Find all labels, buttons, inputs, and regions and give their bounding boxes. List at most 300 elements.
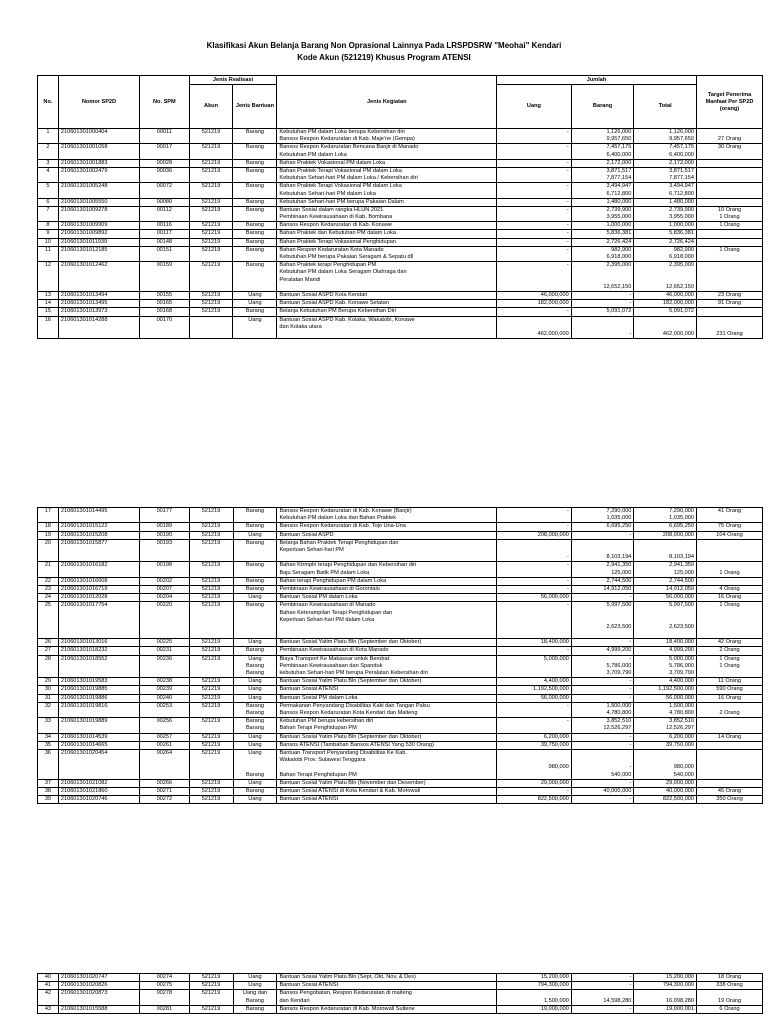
cell-total-line — [636, 610, 694, 617]
cell-jenis-bantuan-line: Uang — [248, 300, 262, 307]
cell-jenis-bantuan-line: Uang — [248, 741, 262, 748]
cell-total-line — [636, 269, 694, 276]
cell-kegiatan-line — [279, 331, 494, 338]
cell-barang — [571, 741, 634, 749]
cell-uang — [497, 198, 572, 206]
cell-kegiatan-line: Bantuan Sosial PM dalam Loka — [279, 594, 358, 601]
cell-target-line — [699, 515, 760, 522]
cell-target-line: 16 Orang — [717, 694, 742, 701]
cell-akun: 521219 — [189, 206, 233, 221]
cell-barang-line: 3,709,790 — [606, 670, 632, 677]
cell-barang-line: - — [629, 331, 632, 337]
cell-uang — [497, 741, 572, 749]
cell-kegiatan — [277, 531, 497, 539]
cell-spm: 00036 — [140, 167, 189, 182]
cell-kegiatan-line: Bantuan Sosial Yatim Piatu Bln (September dan Oktober) — [279, 639, 422, 646]
cell-target — [697, 694, 763, 702]
header-uang: Uang — [497, 85, 572, 129]
cell-kegiatan — [277, 982, 497, 990]
cell-spm: 00274 — [140, 974, 189, 982]
cell-total-line: 3,955,000 — [669, 214, 695, 221]
cell-uang — [497, 974, 572, 982]
cell-uang — [497, 308, 572, 316]
cell-sp2d: 210601301005550 — [58, 198, 139, 206]
cell-akun: 521219 — [189, 1005, 233, 1013]
cell-no: 18 — [38, 523, 59, 531]
cell-kegiatan — [277, 639, 497, 647]
cell-spm: 00266 — [140, 779, 189, 787]
cell-barang-line: 2,941,350 — [606, 562, 632, 569]
cell-spm: 00204 — [140, 594, 189, 602]
cell-kegiatan-line — [279, 284, 494, 291]
cell-target — [697, 702, 763, 717]
cell-uang — [497, 222, 572, 230]
cell-spm: 00261 — [140, 741, 189, 749]
cell-jenis-bantuan-line: Uang dan — [242, 990, 268, 997]
cell-jenis-bantuan — [233, 508, 277, 523]
cell-spm: 00231 — [140, 647, 189, 655]
cell-target — [697, 167, 763, 182]
cell-kegiatan-line: Bantuan Sosial dalam rangka HLUN 2021 — [279, 206, 384, 213]
cell-total — [634, 238, 697, 246]
cell-barang-line: 982,900 — [611, 246, 632, 253]
cell-akun: 521219 — [189, 159, 233, 167]
cell-barang — [571, 167, 634, 182]
cell-jenis-bantuan-line: Barang — [245, 710, 264, 717]
cell-spm: 00116 — [140, 222, 189, 230]
cell-barang — [571, 655, 634, 678]
cell-target-line — [699, 610, 760, 617]
cell-target — [697, 990, 763, 1005]
cell-uang-line — [499, 277, 569, 284]
cell-uang — [497, 647, 572, 655]
cell-jenis-bantuan — [233, 594, 277, 602]
cell-uang-line: 462,000,000 — [537, 331, 569, 337]
cell-jenis-bantuan-line: Uang — [248, 796, 262, 803]
cell-akun: 521219 — [189, 508, 233, 523]
cell-barang — [571, 246, 634, 261]
cell-target-line — [699, 757, 760, 764]
cell-sp2d: 210601301016182 — [58, 562, 139, 577]
cell-total-line: 5,000,000 — [669, 655, 695, 662]
cell-jenis-bantuan — [233, 602, 277, 639]
cell-uang-line: - — [566, 144, 569, 151]
cell-uang-line: 794,300,000 — [537, 982, 569, 989]
cell-kegiatan-line: Bansos Respon Kedaruratan di Kab. Maje'ne (Gempa) — [279, 136, 415, 143]
cell-jenis-bantuan-line — [235, 331, 274, 338]
cell-uang-line: 46,000,000 — [540, 292, 569, 299]
cell-jenis-bantuan-line: Barang — [245, 997, 264, 1004]
cell-uang — [497, 787, 572, 795]
cell-uang-line: - — [566, 206, 569, 213]
cell-total-line: 2,744,500 — [669, 577, 695, 584]
cell-target-line — [699, 764, 760, 771]
cell-no: 14 — [38, 300, 59, 308]
cell-barang-line: 1,480,000 — [606, 198, 632, 205]
header-jenis-bantuan: Jenis Bantuan — [233, 85, 277, 129]
cell-jenis-bantuan-line: Barang — [245, 1005, 264, 1012]
cell-spm: 00072 — [140, 183, 189, 198]
cell-total-line: 794,300,000 — [662, 982, 695, 989]
cell-total — [634, 230, 697, 238]
cell-uang — [497, 183, 572, 198]
cell-jenis-bantuan-line: Barang — [245, 718, 264, 725]
cell-kegiatan-line: Pembinaan Kewirausahaan di Gorontalo — [279, 585, 380, 592]
cell-total — [634, 990, 697, 1005]
table-row — [38, 167, 763, 182]
cell-total-line: 540,000 — [673, 771, 695, 778]
cell-kegiatan — [277, 183, 497, 198]
cell-spm: 00264 — [140, 750, 189, 780]
cell-jenis-bantuan-line: Barang — [245, 183, 264, 190]
cell-jenis-bantuan-line: Barang — [245, 198, 264, 205]
cell-target-line: 2 Orang — [719, 647, 740, 654]
cell-kegiatan-line: Bansos Pengobatan, Respon Kedaruratan di maiteng — [279, 990, 412, 997]
cell-barang-line: - — [629, 764, 632, 771]
cell-uang-line: 18,400,000 — [540, 639, 569, 646]
cell-target — [697, 308, 763, 316]
cell-kegiatan — [277, 129, 497, 144]
cell-total-line: 6,400,000 — [669, 151, 695, 158]
cell-kegiatan — [277, 238, 497, 246]
cell-barang — [571, 531, 634, 539]
cell-target-line: 41 Orang — [717, 508, 742, 514]
cell-sp2d: 210601301015877 — [58, 539, 139, 562]
cell-no: 35 — [38, 741, 59, 749]
cell-uang-line: - — [566, 577, 569, 584]
cell-kegiatan-line: Bansos Respon Kedaruratan di Kab. Konawe — [279, 222, 392, 229]
cell-target-line: 45 Orang — [717, 787, 742, 794]
cell-kegiatan-line: Keperluan Sehari-hari PM dalam Loka — [279, 616, 375, 623]
cell-kegiatan-line: Bantuan Sosial ATENSI di Kota Kendari & Kab. Morowali — [279, 787, 421, 794]
cell-target-line — [699, 780, 760, 787]
cell-total — [634, 602, 697, 639]
cell-total-line: 1,480,000 — [669, 198, 695, 205]
cell-total-line: 9,957,650 — [669, 136, 695, 143]
cell-target — [697, 750, 763, 780]
cell-uang-line — [499, 663, 569, 670]
cell-spm: 00272 — [140, 796, 189, 804]
cell-akun: 521219 — [189, 262, 233, 292]
cell-barang-line: - — [629, 974, 632, 980]
header-spm: No. SPM — [140, 76, 189, 129]
cell-target — [697, 230, 763, 238]
cell-kegiatan — [277, 779, 497, 787]
cell-sp2d: 210601301000404 — [58, 129, 139, 144]
cell-uang-line — [499, 254, 569, 261]
cell-kegiatan-line — [279, 624, 494, 631]
cell-barang-line — [574, 990, 632, 997]
cell-jenis-bantuan-line: Uang — [248, 686, 262, 693]
cell-barang-line: 2,739,900 — [606, 206, 632, 213]
cell-barang-line: 1,035,000 — [606, 515, 632, 522]
cell-uang-line: 1,192,500,000 — [533, 686, 569, 693]
cell-no: 37 — [38, 779, 59, 787]
cell-no: 17 — [38, 508, 59, 523]
cell-spm: 00159 — [140, 262, 189, 292]
cell-akun: 521219 — [189, 531, 233, 539]
cell-target — [697, 678, 763, 686]
cell-barang-line: - — [629, 531, 632, 538]
cell-target — [697, 159, 763, 167]
cell-target-line: 104 Orang — [716, 531, 743, 538]
cell-jenis-bantuan — [233, 702, 277, 717]
cell-uang — [497, 262, 572, 292]
cell-uang-line — [499, 624, 569, 631]
cell-uang-line: 4,400,000 — [543, 678, 569, 685]
cell-kegiatan — [277, 750, 497, 780]
cell-total — [634, 246, 697, 261]
cell-sp2d: 210601301020746 — [58, 796, 139, 804]
cell-total — [634, 539, 697, 562]
cell-barang — [571, 639, 634, 647]
cell-jenis-bantuan-line: Uang — [248, 733, 262, 740]
cell-sp2d: 210601301020454 — [58, 750, 139, 780]
table-row — [38, 779, 763, 787]
cell-sp2d: 210601301015588 — [58, 1005, 139, 1013]
cell-kegiatan-line: Bahan Terapi Penghidupan PM — [279, 725, 357, 732]
cell-no: 21 — [38, 562, 59, 577]
cell-jenis-bantuan — [233, 974, 277, 982]
cell-akun — [189, 316, 233, 339]
cell-total-line: 16,098,280 — [666, 997, 695, 1004]
cell-target — [697, 686, 763, 694]
cell-jenis-bantuan — [233, 750, 277, 780]
cell-total-line: 12,652,150 — [666, 283, 695, 290]
cell-uang-line — [499, 990, 569, 997]
cell-total-line: 4,780,800 — [669, 710, 695, 717]
cell-total-line: 6,695,250 — [669, 523, 695, 530]
cell-uang-line — [499, 191, 569, 198]
cell-sp2d: 210601301019886 — [58, 694, 139, 702]
table-row — [38, 222, 763, 230]
cell-total-line: 1,126,000 — [669, 129, 695, 135]
table-section-2 — [37, 507, 763, 804]
cell-kegiatan-line: Belanja Kebutuhan PM Berupa Kebersihan Diri — [279, 308, 397, 315]
cell-uang — [497, 639, 572, 647]
cell-barang-line — [574, 317, 632, 324]
header-sp2d: Nomor SP2D — [58, 76, 139, 129]
cell-sp2d: 210601301020826 — [58, 982, 139, 990]
cell-jenis-bantuan-line: Barang — [245, 602, 264, 609]
cell-total — [634, 562, 697, 577]
cell-total-line: 5,786,000 — [669, 662, 695, 669]
cell-target-line: 590 Orang — [716, 686, 743, 693]
cell-no: 39 — [38, 796, 59, 804]
cell-spm: 00177 — [140, 508, 189, 523]
cell-target-line — [699, 317, 760, 324]
cell-no: 30 — [38, 686, 59, 694]
cell-target-line: 1 Orang — [719, 246, 740, 253]
cell-uang-line — [499, 152, 569, 159]
cell-total-line: 5,997,500 — [669, 602, 695, 609]
cell-sp2d: 210601301015122 — [58, 523, 139, 531]
cell-jenis-bantuan — [233, 308, 277, 316]
cell-uang-line — [499, 136, 569, 143]
cell-total — [634, 198, 697, 206]
cell-no: 42 — [38, 990, 59, 1005]
cell-target — [697, 787, 763, 795]
cell-barang-line: - — [629, 292, 632, 299]
cell-sp2d: 210601301013494 — [58, 292, 139, 300]
cell-no: 2 — [38, 144, 59, 159]
cell-jenis-bantuan-line — [235, 284, 274, 291]
cell-barang — [571, 718, 634, 733]
cell-kegiatan-line: Kebutuhan PM dalam Loka Seragam Olahraga dan — [279, 269, 407, 276]
cell-no: 4 — [38, 167, 59, 182]
cell-total-line: 15,200,000 — [666, 974, 695, 980]
cell-kegiatan — [277, 539, 497, 562]
cell-jenis-bantuan-line — [236, 631, 275, 638]
cell-jenis-bantuan-line: Barang — [245, 725, 264, 732]
cell-no: 23 — [38, 585, 59, 593]
cell-total-line: 7,877,154 — [669, 175, 695, 182]
cell-target — [697, 655, 763, 678]
cell-total — [634, 779, 697, 787]
cell-jenis-bantuan-line: Barang — [245, 562, 264, 569]
cell-target-line — [699, 254, 760, 261]
cell-kegiatan-line: Bahan Praktek Terapi Vokasional PM dalam Loka — [279, 183, 402, 190]
cell-target — [697, 539, 763, 562]
cell-jenis-bantuan — [233, 144, 277, 159]
cell-jenis-bantuan-line — [235, 152, 274, 159]
cell-barang — [571, 562, 634, 577]
cell-target-line: 23 Orang — [717, 292, 742, 299]
cell-barang — [571, 982, 634, 990]
table-row — [38, 206, 763, 221]
cell-total-line: 4,999,200 — [669, 647, 695, 654]
table-row — [38, 523, 763, 531]
cell-barang — [571, 159, 634, 167]
cell-target — [697, 647, 763, 655]
cell-barang — [571, 129, 634, 144]
cell-barang — [571, 300, 634, 308]
cell-jenis-bantuan-line: Barang — [245, 662, 264, 669]
cell-sp2d: 210601301016719 — [58, 585, 139, 593]
cell-target-line: 27 Orang — [717, 136, 742, 143]
cell-kegiatan-line: Pembinaan Kewirausahaan di Kab. Bombana — [279, 214, 393, 221]
cell-jenis-bantuan-line — [235, 191, 274, 198]
cell-jenis-bantuan — [233, 183, 277, 198]
cell-spm: 00165 — [140, 300, 189, 308]
table-row — [38, 159, 763, 167]
cell-target — [697, 594, 763, 602]
header-kegiatan: Jenis Kegiatan — [277, 76, 497, 129]
cell-target-line: 42 Orang — [717, 639, 742, 646]
cell-kegiatan-line: Bantuan Sosial ASPD Kab. Konawe Selatan — [279, 300, 389, 307]
cell-jenis-bantuan-line: Uang — [248, 694, 262, 701]
cell-barang-line: 1,000,000 — [606, 222, 632, 229]
cell-uang — [497, 585, 572, 593]
cell-no: 24 — [38, 594, 59, 602]
cell-barang-line: 125,000 — [611, 569, 632, 576]
cell-total — [634, 733, 697, 741]
cell-sp2d: 210601301016608 — [58, 577, 139, 585]
cell-target-line — [699, 199, 760, 206]
cell-spm: 00117 — [140, 230, 189, 238]
cell-uang-line: - — [566, 198, 569, 205]
cell-kegiatan-line: Bansos Respon Kedaruratan Bencana Banjir di Manado — [279, 144, 419, 151]
cell-spm: 00220 — [140, 602, 189, 639]
cell-target-line — [699, 183, 760, 190]
cell-total-line: 125,000 — [673, 569, 695, 576]
cell-no: 6 — [38, 198, 59, 206]
cell-target — [697, 562, 763, 577]
cell-akun: 521219 — [189, 144, 233, 159]
cell-total — [634, 702, 697, 717]
table-section-1 — [37, 75, 763, 339]
cell-target — [697, 982, 763, 990]
cell-total — [634, 206, 697, 221]
table-row — [38, 750, 763, 780]
cell-jenis-bantuan-line — [236, 764, 275, 771]
cell-sp2d: 210601301001883 — [58, 159, 139, 167]
cell-kegiatan-line: Bahan Keterampilan Terapi Penghidupan dan — [279, 609, 393, 616]
title-line-1: Klasifikasi Akun Belanja Barang Non Oprasional Lainnya Pada LRSPDSRW "Meohai" Kendari — [206, 41, 562, 50]
cell-barang — [571, 602, 634, 639]
cell-jenis-bantuan — [233, 262, 277, 292]
cell-jenis-bantuan — [233, 686, 277, 694]
cell-kegiatan-line: Wakatobi Prov. Sulawesi Tenggara — [279, 757, 366, 764]
cell-total — [634, 974, 697, 982]
cell-total — [634, 159, 697, 167]
cell-barang-line: 14,598,280 — [603, 997, 632, 1004]
cell-kegiatan-line: Bahan Terapi Penghidupan PM — [279, 771, 357, 778]
cell-total — [634, 183, 697, 198]
cell-kegiatan — [277, 741, 497, 749]
cell-uang-line: - — [566, 222, 569, 229]
cell-target-line — [699, 308, 760, 315]
cell-target-line — [699, 191, 760, 198]
cell-total — [634, 222, 697, 230]
cell-kegiatan-line: Bahan Respon Kedaruratan Kota Manado — [279, 246, 384, 253]
cell-kegiatan-line: Bansos Respon Kedaruratan di Kab. Konawe (Banjir) — [279, 508, 412, 514]
cell-target — [697, 206, 763, 221]
cell-spm: 00028 — [140, 159, 189, 167]
cell-target-line — [699, 129, 760, 136]
cell-spm: 00253 — [140, 702, 189, 717]
cell-target — [697, 779, 763, 787]
cell-sp2d: 210601301012185 — [58, 246, 139, 261]
cell-akun: 521219 — [189, 686, 233, 694]
header-jenis-realisasi: Jenis Realisasi — [189, 76, 277, 85]
cell-kegiatan — [277, 198, 497, 206]
cell-kegiatan-line — [279, 631, 494, 638]
cell-jenis-bantuan — [233, 523, 277, 531]
cell-total-line: 208,000,000 — [662, 531, 695, 538]
cell-target — [697, 198, 763, 206]
table-row — [38, 585, 763, 593]
cell-barang-line: - — [629, 655, 632, 662]
cell-kegiatan — [277, 159, 497, 167]
cell-kegiatan-line: Bahan Praktek Terapi Vokasional PM dalam Loka — [279, 167, 402, 174]
cell-kegiatan-line: Kebutuhan PM berupa kebersihan diri — [279, 718, 374, 725]
cell-uang-line: 29,000,000 — [540, 779, 569, 786]
cell-uang-line — [499, 772, 569, 779]
cell-uang — [497, 779, 572, 787]
cell-kegiatan — [277, 796, 497, 804]
cell-kegiatan-line: Kebutuhan PM dalam Loka dan Bahan Praktek — [279, 515, 397, 522]
cell-total-line: 39,750,000 — [666, 741, 695, 748]
cell-uang-line: 208,000,000 — [537, 531, 569, 538]
table-row — [38, 539, 763, 562]
cell-kegiatan — [277, 678, 497, 686]
cell-total-line: 7,290,000 — [669, 508, 695, 514]
cell-sp2d: 210601301009278 — [58, 206, 139, 221]
cell-barang — [571, 594, 634, 602]
cell-barang-line: 5,091,072 — [606, 308, 632, 315]
cell-kegiatan-line: Pembinaan Kewirausahaan dan Spanduk — [279, 662, 383, 669]
